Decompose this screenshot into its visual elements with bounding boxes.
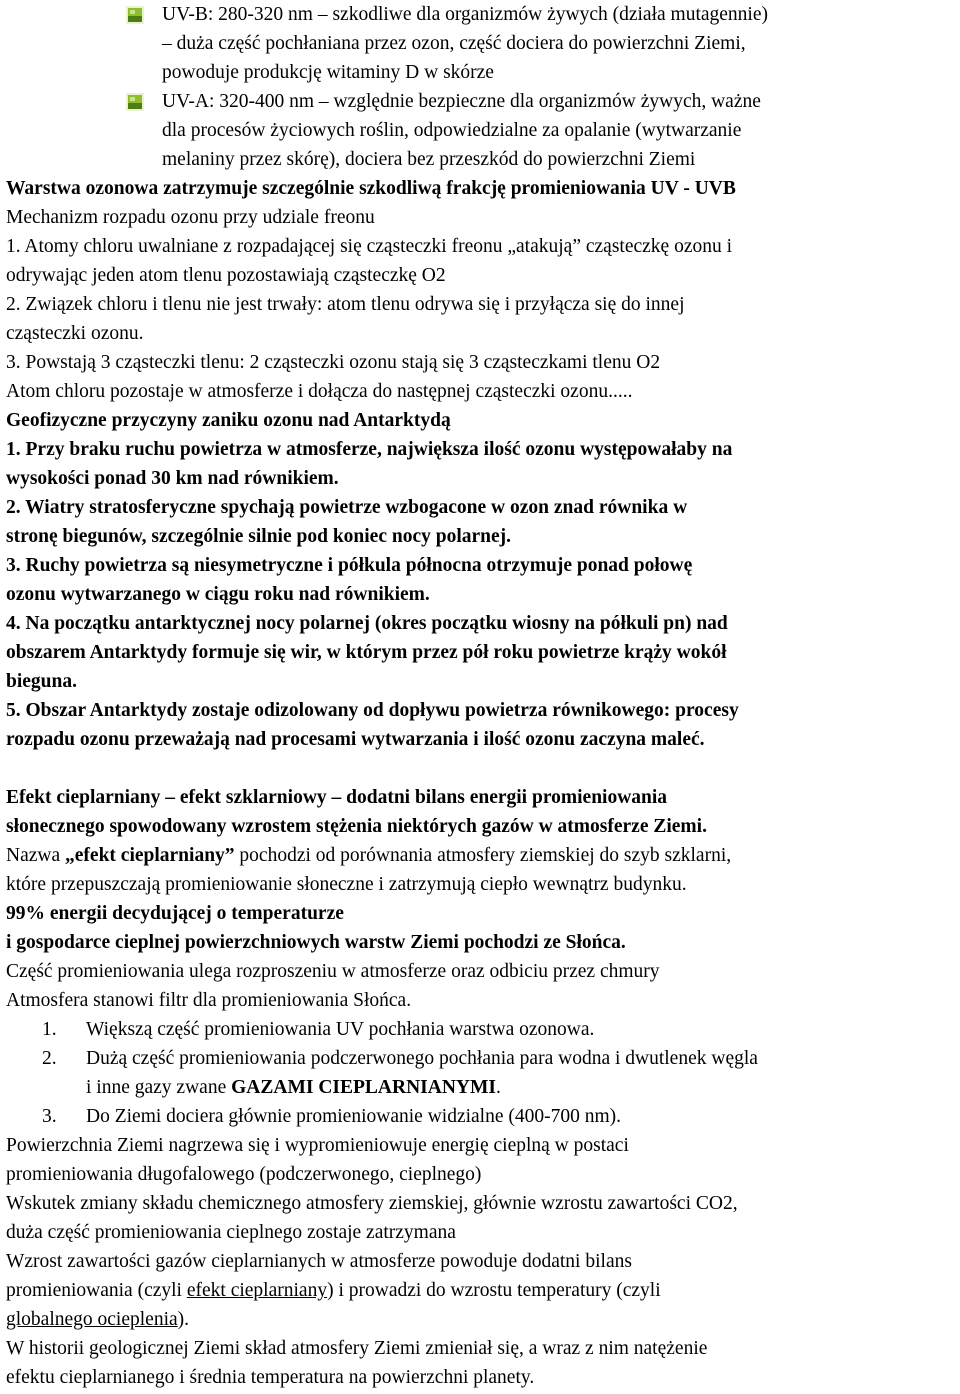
text-line: bieguna. bbox=[6, 671, 77, 692]
text-span: promieniowania (czyli bbox=[6, 1280, 187, 1301]
text-line: 1. Atomy chloru uwalniane z rozpadającej się cząsteczki freonu „atakują” cząsteczkę ozonu i bbox=[6, 236, 733, 257]
mechanism-section bbox=[6, 203, 954, 406]
text-line: Część promieniowania ulega rozproszeniu w atmosferze oraz odbiciu przez chmury bbox=[6, 961, 660, 982]
text-line: słonecznego spowodowany wzrostem stężenia niektórych gazów w atmosferze Ziemi. bbox=[6, 816, 707, 837]
text-span: Nazwa bbox=[6, 845, 66, 866]
text-line: Wzrost zawartości gazów cieplarnianych w atmosferze powoduje dodatni bilans bbox=[6, 1251, 632, 1272]
text-line: efektu cieplarnianego i średnia temperatura na powierzchni planety. bbox=[6, 1367, 535, 1388]
geophysical-title: Geofizyczne przyczyny zaniku ozonu nad Antarktydą bbox=[6, 410, 451, 431]
text-span: ) i prowadzi do wzrostu temperatury (czyli bbox=[327, 1280, 661, 1301]
text-line: Dużą część promieniowania podczerwonego pochłania para wodna i dwutlenek węgla bbox=[86, 1048, 758, 1069]
green-square-bullet-icon bbox=[126, 6, 144, 24]
text-line: Większą część promieniowania UV pochłania warstwa ozonowa. bbox=[86, 1019, 595, 1040]
text-line: odrywając jeden atom tlenu pozostawiają cząsteczkę O2 bbox=[6, 265, 446, 286]
text-line: wysokości ponad 30 km nad równikiem. bbox=[6, 468, 339, 489]
link-greenhouse-effect[interactable]: efekt cieplarniany bbox=[186, 1280, 328, 1301]
name-origin-line bbox=[6, 841, 954, 870]
text-line: ozonu wytwarzanego w ciągu roku nad równikiem. bbox=[6, 584, 430, 605]
text-line: 2. Związek chloru i tlenu nie jest trwały: atom tlenu odrywa się i przyłącza się do innej bbox=[6, 294, 685, 315]
absorption-list bbox=[6, 1015, 954, 1131]
text-span: pochodzi od porównania atmosfery ziemskiej do szyb szklarni, bbox=[234, 845, 732, 866]
text-line: 2. Wiatry stratosferyczne spychają powietrze wzbogacone w ozon znad równika w bbox=[6, 497, 688, 518]
text-line: 99% energii decydującej o temperaturze bbox=[6, 903, 344, 924]
term-bold: „efekt cieplarniany” bbox=[65, 845, 235, 866]
mechanism-title: Mechanizm rozpadu ozonu przy udziale freonu bbox=[6, 207, 375, 228]
section-spacer bbox=[6, 754, 954, 783]
text-line: 4. Na początku antarktycznej nocy polarnej (okres początku wiosny na półkuli pn) nad bbox=[6, 613, 728, 634]
list-item bbox=[42, 1102, 954, 1131]
list-number: 2. bbox=[42, 1048, 57, 1069]
geophysical-section bbox=[6, 406, 954, 754]
text-line: stronę biegunów, szczególnie silnie pod koniec nocy polarnej. bbox=[6, 526, 512, 547]
text-line: dla procesów życiowych roślin, odpowiedzialne za opalanie (wytwarzanie bbox=[162, 120, 742, 141]
greenhouse-definition bbox=[6, 783, 954, 841]
text-line: 3. Powstają 3 cząsteczki tlenu: 2 cząsteczki ozonu stają się 3 cząsteczkami tlenu O2 bbox=[6, 352, 661, 373]
text-line: Do Ziemi dociera głównie promieniowanie widzialne (400-700 nm). bbox=[86, 1106, 622, 1127]
text-line: W historii geologicznej Ziemi skład atmosfery Ziemi zmieniał się, a wraz z nim natężenie bbox=[6, 1338, 708, 1359]
text-line: 5. Obszar Antarktydy zostaje odizolowany od dopływu powietrza równikowego: procesy bbox=[6, 700, 739, 721]
list-item bbox=[42, 1044, 954, 1102]
green-square-bullet-icon bbox=[126, 93, 144, 111]
text-span: . bbox=[496, 1077, 501, 1098]
energy-statement bbox=[6, 899, 954, 957]
text-line: Powierzchnia Ziemi nagrzewa się i wypromieniowuje energię cieplną w postaci bbox=[6, 1135, 629, 1156]
bullet-uva bbox=[126, 87, 954, 174]
text-line: rozpadu ozonu przeważają nad procesami wytwarzania i ilość ozonu zaczyna maleć. bbox=[6, 729, 705, 750]
text-span: ). bbox=[177, 1309, 190, 1330]
text-line: duża część promieniowania cieplnego zostaje zatrzymana bbox=[6, 1222, 456, 1243]
greenhouse-section bbox=[6, 783, 954, 1392]
text-line: cząsteczki ozonu. bbox=[6, 323, 144, 344]
text-line: UV-A: 320-400 nm – względnie bezpieczne dla organizmów żywych, ważne bbox=[162, 91, 761, 112]
text-line: i gospodarce cieplnej powierzchniowych warstw Ziemi pochodzi ze Słońca. bbox=[6, 932, 626, 953]
list-number: 1. bbox=[42, 1019, 57, 1040]
text-line: Atom chloru pozostaje w atmosferze i dołącza do następnej cząsteczki ozonu..... bbox=[6, 381, 633, 402]
uv-bullet-list bbox=[6, 0, 954, 174]
text-line: – duża część pochłaniana przez ozon, część dociera do powierzchni Ziemi, bbox=[162, 33, 746, 54]
text-line: 3. Ruchy powietrza są niesymetryczne i półkula północna otrzymuje ponad połowę bbox=[6, 555, 693, 576]
text-line bbox=[6, 1305, 954, 1334]
ozone-layer-statement: Warstwa ozonowa zatrzymuje szczególnie szkodliwą frakcję promieniowania UV - UVB bbox=[6, 178, 736, 199]
link-global-warming[interactable]: globalnego ocieplenia bbox=[6, 1309, 178, 1330]
text-line: 1. Przy braku ruchu powietrza w atmosferze, największa ilość ozonu występowałaby na bbox=[6, 439, 733, 460]
bullet-uvb bbox=[126, 0, 954, 87]
text-line: powoduje produkcję witaminy D w skórze bbox=[162, 62, 494, 83]
text-line: Efekt cieplarniany – efekt szklarniowy – dodatni bilans energii promieniowania bbox=[6, 787, 668, 808]
text-line: które przepuszczają promieniowanie słoneczne i zatrzymują ciepło wewnątrz budynku. bbox=[6, 874, 687, 895]
text-line: obszarem Antarktydy formuje się wir, w którym przez pół roku powietrze krąży wokół bbox=[6, 642, 727, 663]
list-number: 3. bbox=[42, 1106, 57, 1127]
text-line bbox=[6, 1276, 954, 1305]
text-span: i inne gazy zwane bbox=[86, 1077, 232, 1098]
greenhouse-gases-term: GAZAMI CIEPLARNIANYMI bbox=[231, 1077, 496, 1098]
list-item bbox=[42, 1015, 954, 1044]
text-line: melaniny przez skórę), dociera bez przeszkód do powierzchni Ziemi bbox=[162, 149, 696, 170]
text-line: UV-B: 280-320 nm – szkodliwe dla organizmów żywych (działa mutagennie) bbox=[162, 4, 768, 25]
text-line bbox=[86, 1073, 954, 1102]
text-line: Atmosfera stanowi filtr dla promieniowania Słońca. bbox=[6, 990, 412, 1011]
text-line: Wskutek zmiany składu chemicznego atmosfery ziemskiej, głównie wzrostu zawartości CO2, bbox=[6, 1193, 738, 1214]
text-line: promieniowania długofalowego (podczerwonego, cieplnego) bbox=[6, 1164, 482, 1185]
